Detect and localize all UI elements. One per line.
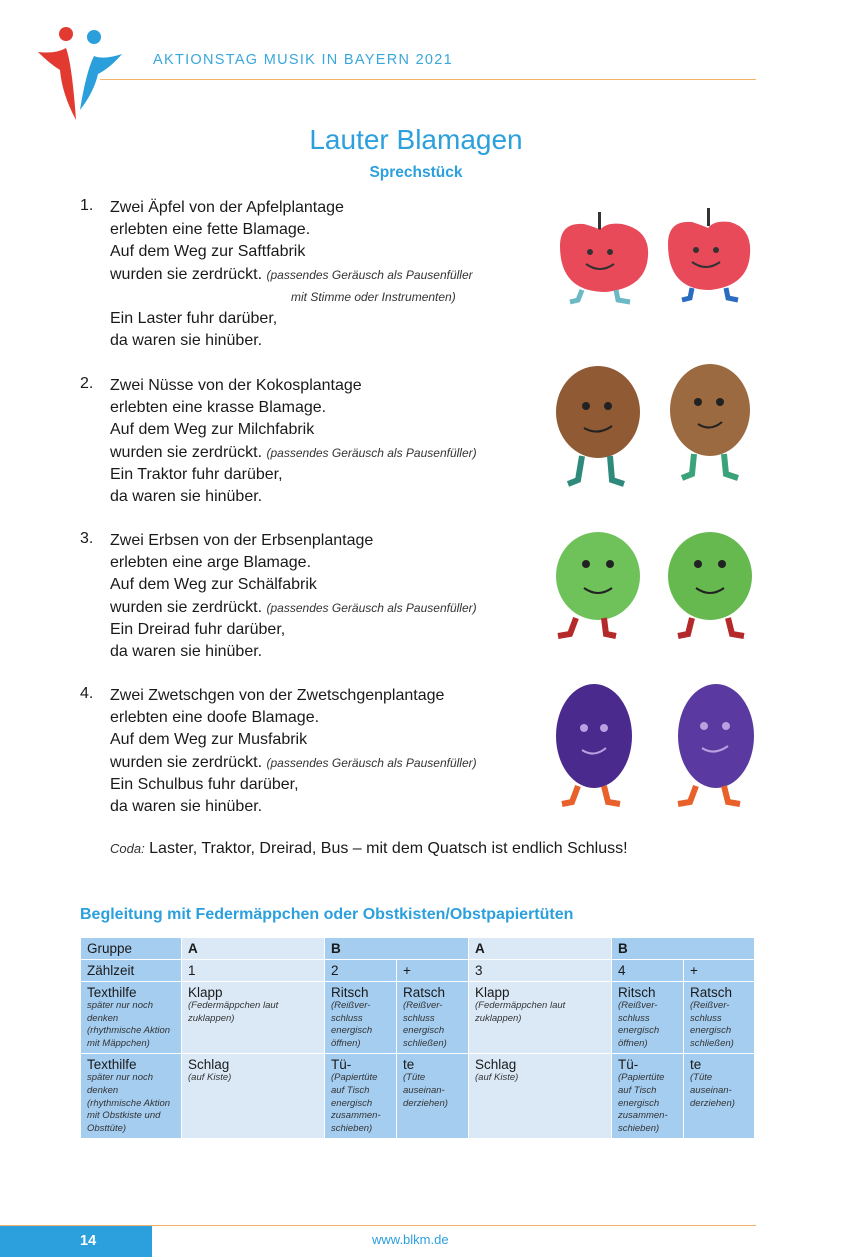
cell-note: (Reißver-schluss energisch öffnen) — [331, 1000, 373, 1049]
apple-icon — [560, 212, 648, 302]
stanza-line: Auf dem Weg zur Schälfabrik — [110, 576, 317, 594]
stage-note-continued: mit Stimme oder Instrumenten) — [291, 289, 456, 304]
cell-text: Ritsch — [618, 985, 656, 1000]
header-divider — [100, 79, 756, 80]
table-row-count — [81, 960, 755, 982]
cell-note: (Tüte auseinan-derziehen) — [690, 1072, 735, 1109]
stanza-line: Ein Laster fuhr darüber, — [110, 309, 278, 327]
cell-text: Ritsch — [331, 985, 369, 1000]
table-cell — [397, 982, 469, 1054]
coda-label: Coda: — [110, 841, 145, 856]
stanza-line: Auf dem Weg zur Saftfabrik — [110, 243, 306, 261]
cell-text: Ratsch — [690, 985, 733, 1000]
cell-text: Schlag — [188, 1057, 230, 1073]
cell-text: Ratsch — [403, 985, 446, 1000]
footer-url-link[interactable]: www.blkm.de — [372, 1232, 449, 1247]
page-number: 14 — [80, 1233, 97, 1249]
stanza-2 — [80, 375, 560, 508]
cell-text: te — [690, 1057, 702, 1073]
stage-note: (passendes Geräusch als Pausenfüller) — [266, 445, 477, 460]
stanza-line: Zwei Erbsen von der Erbsenplantage — [110, 532, 374, 549]
table-cell — [81, 982, 182, 1054]
plum-icon — [556, 684, 632, 804]
pea-icon — [556, 532, 640, 636]
cell-note: später nur noch denken (rhythmische Aktion mit Mäppchen) — [87, 1000, 171, 1049]
cell-note: später nur noch denken (rhythmische Aktion mit Obstkiste und Obsttüte) — [87, 1072, 171, 1134]
coconut-icon — [670, 364, 750, 478]
cell-note: (Reißver-schluss energisch öffnen) — [618, 1000, 660, 1049]
cell-text: Tü- — [331, 1057, 352, 1073]
stage-note: (passendes Geräusch als Pausenfüller) — [266, 755, 477, 770]
header-title: AKTIONSTAG MUSIK IN BAYERN 2021 — [153, 52, 454, 68]
stanza-line — [110, 597, 560, 619]
pea-icon — [668, 532, 752, 636]
cell-note: (Papiertüte auf Tisch energisch zusammen-schieben) — [331, 1072, 381, 1134]
stanza-line: Ein Dreirad fuhr darüber, — [110, 620, 286, 638]
table-cell — [469, 1054, 612, 1139]
apple-characters-illustration — [550, 208, 755, 308]
table-row-text-pencilcase — [81, 982, 755, 1054]
page-number-box — [0, 1226, 152, 1257]
stanza-line — [110, 264, 560, 286]
table-cell: A — [182, 938, 325, 960]
table-cell — [469, 982, 612, 1054]
stanza-number: 2. — [80, 375, 94, 392]
coda-text: Laster, Traktor, Dreirad, Bus – mit dem Quatsch ist endlich Schluss! — [149, 840, 628, 857]
table-cell: + — [684, 960, 755, 982]
cell-note: (auf Kiste) — [475, 1072, 519, 1084]
stanza-line: Zwei Äpfel von der Apfelplantage — [110, 199, 344, 216]
stanza-line: da waren sie hinüber. — [110, 488, 263, 506]
stanza-3 — [80, 530, 560, 663]
stanza-line — [110, 442, 560, 464]
cell-text: Klapp — [475, 985, 510, 1000]
table-cell — [612, 1054, 684, 1139]
cell-note: (Reißver-schluss energisch schließen) — [690, 1000, 734, 1049]
table-cell — [612, 982, 684, 1054]
stanza-line: erlebten eine doofe Blamage. — [110, 709, 320, 727]
table-row-text-fruitbox — [81, 1054, 755, 1139]
cell-note: (auf Kiste) — [188, 1072, 232, 1084]
table-cell — [325, 1054, 397, 1139]
cell-text: Tü- — [618, 1057, 639, 1073]
stanza-1 — [80, 197, 560, 352]
table-cell: B — [612, 938, 755, 960]
apple-icon — [668, 208, 750, 300]
stanza-line: Auf dem Weg zur Musfabrik — [110, 731, 308, 749]
table-cell — [325, 982, 397, 1054]
plum-characters-illustration — [552, 682, 757, 812]
page-subtitle: Sprechstück — [369, 164, 463, 181]
stage-note: (passendes Geräusch als Pausenfüller — [266, 267, 473, 282]
stanza-line-text: wurden sie zerdrückt. — [110, 598, 263, 616]
stanza-line: erlebten eine krasse Blamage. — [110, 399, 327, 417]
stanza-line: Zwei Nüsse von der Kokosplantage — [110, 377, 362, 394]
table-cell: Gruppe — [81, 938, 182, 960]
stanza-line: Ein Schulbus fuhr darüber, — [110, 775, 299, 793]
table-cell: 1 — [182, 960, 325, 982]
stanza-line-text: wurden sie zerdrückt. — [110, 753, 263, 771]
cell-note: (Papiertüte auf Tisch energisch zusammen-schieben) — [618, 1072, 668, 1134]
stanza-number: 4. — [80, 685, 94, 702]
stanza-number: 3. — [80, 530, 94, 547]
blkm-logo-icon — [36, 24, 124, 122]
coda — [110, 840, 628, 858]
cell-label: Texthilfe — [87, 1057, 137, 1073]
pea-characters-illustration — [552, 530, 757, 645]
cell-label: Texthilfe — [87, 985, 137, 1000]
coconut-icon — [556, 366, 640, 484]
stanza-line: Auf dem Weg zur Milchfabrik — [110, 421, 315, 439]
cell-note: (Tüte auseinan-derziehen) — [403, 1072, 448, 1109]
stanza-line: Ein Traktor fuhr darüber, — [110, 465, 283, 483]
table-cell: 2 — [325, 960, 397, 982]
stanza-line-text: wurden sie zerdrückt. — [110, 265, 263, 283]
accompaniment-table — [80, 937, 755, 1139]
stanza-number: 1. — [80, 197, 94, 214]
cell-note: (Federmäppchen laut zuklappen) — [475, 1000, 566, 1024]
coconut-characters-illustration — [552, 362, 757, 492]
table-cell: + — [397, 960, 469, 982]
table-cell: Zählzeit — [81, 960, 182, 982]
table-cell — [182, 1054, 325, 1139]
cell-text: Schlag — [475, 1057, 517, 1073]
table-cell — [684, 1054, 755, 1139]
stanza-line: erlebten eine arge Blamage. — [110, 554, 312, 572]
stage-note: (passendes Geräusch als Pausenfüller) — [266, 600, 477, 615]
stanza-line: da waren sie hinüber. — [110, 798, 263, 816]
cell-note: (Reißver-schluss energisch schließen) — [403, 1000, 447, 1049]
stanza-line: da waren sie hinüber. — [110, 332, 263, 350]
table-row-group — [81, 938, 755, 960]
stanza-4 — [80, 685, 560, 818]
table-cell — [182, 982, 325, 1054]
table-cell: B — [325, 938, 469, 960]
cell-note: (Federmäppchen laut zuklappen) — [188, 1000, 279, 1024]
cell-text: te — [403, 1057, 415, 1073]
cell-text: Klapp — [188, 985, 223, 1000]
table-cell — [684, 982, 755, 1054]
table-cell: 4 — [612, 960, 684, 982]
table-cell: A — [469, 938, 612, 960]
plum-icon — [678, 684, 754, 804]
table-cell — [397, 1054, 469, 1139]
table-cell — [81, 1054, 182, 1139]
stanza-line-text: wurden sie zerdrückt. — [110, 443, 263, 461]
accompaniment-title: Begleitung mit Federmäppchen oder Obstkisten/Obstpapiertüten — [80, 906, 574, 923]
stanza-line: da waren sie hinüber. — [110, 643, 263, 661]
stanza-line — [110, 752, 560, 774]
stanza-line: erlebten eine fette Blamage. — [110, 221, 311, 239]
page-title: Lauter Blamagen — [309, 124, 523, 155]
stanza-line: Zwei Zwetschgen von der Zwetschgenplantage — [110, 687, 445, 704]
table-cell: 3 — [469, 960, 612, 982]
